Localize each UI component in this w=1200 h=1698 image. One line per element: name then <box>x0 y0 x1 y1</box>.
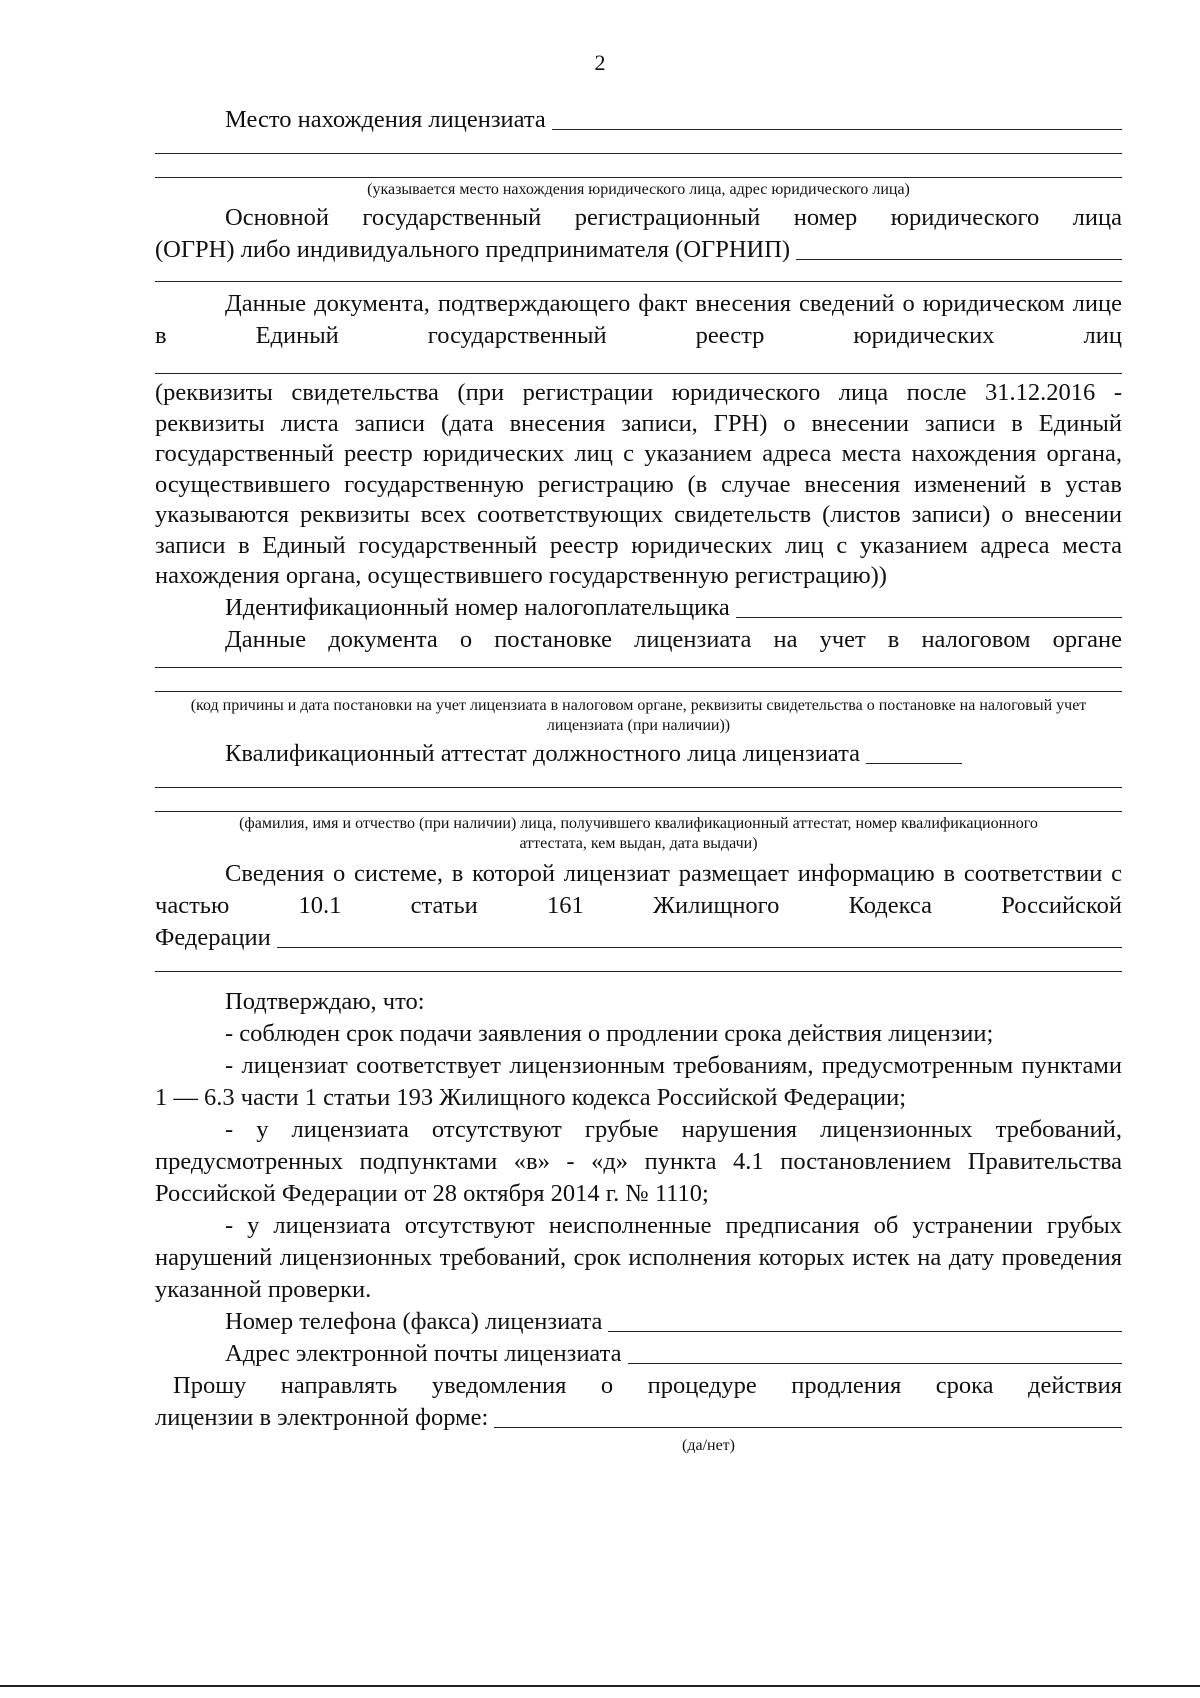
qualification-caption: (фамилия, имя и отчество (при наличии) лица, получившего квалификационный аттестат, номер квалификационного аттестата, кем выдан, дата выдачи) <box>239 814 1038 852</box>
qualification-field-line-3[interactable] <box>155 810 1122 812</box>
system-info-field-line-2[interactable] <box>155 970 1122 972</box>
inn-field[interactable] <box>736 616 1122 618</box>
inn-label: Идентификационный номер налогоплательщика <box>225 593 730 621</box>
page-number: 2 <box>594 50 606 75</box>
phone-row <box>155 1306 1122 1338</box>
confirm-item-4: - у лицензиата отсутствуют неисполненные предписания об устранении грубых нарушений лицензионных требований, срок исполнения которых истек на дату проведения указанной проверки. <box>155 1211 1122 1303</box>
location-field-line-2[interactable] <box>155 152 1122 154</box>
notify-field[interactable] <box>494 1426 1122 1428</box>
location-row <box>155 104 1122 136</box>
ogrn-row <box>155 234 1122 266</box>
system-info-row <box>155 922 1122 954</box>
ogrn-text-line1: Основной государственный регистрационный номер юридического лица <box>225 204 1122 231</box>
registry-doc-field[interactable] <box>155 372 1122 374</box>
phone-field[interactable] <box>608 1330 1122 1332</box>
confirm-item-2: - лицензиат соответствует лицензионным требованиям, предусмотренным пунктами 1 — 6.3 части 1 статьи 193 Жилищного кодекса Российской Федерации; <box>155 1051 1122 1111</box>
registry-doc-text: Данные документа, подтверждающего факт внесения сведений о юридическом лице в Единый государственный реестр юридических лиц <box>155 290 1122 349</box>
notify-row <box>155 1402 1122 1434</box>
confirm-heading: Подтверждаю, что: <box>225 987 425 1015</box>
location-label: Место нахождения лицензиата <box>225 106 546 133</box>
email-label: Адрес электронной почты лицензиата <box>225 1339 622 1367</box>
notify-line1: Прошу направлять уведомления о процедуре продления срока действия <box>173 1371 1122 1399</box>
notify-caption: (да/нет) <box>682 1436 735 1454</box>
qualification-row <box>155 738 1122 770</box>
ogrn-field-line-2[interactable] <box>155 280 1122 282</box>
qualification-field[interactable] <box>866 762 962 764</box>
application-form <box>155 104 1122 1456</box>
system-info-last-word: Федерации <box>155 923 271 951</box>
qualification-field-line-2[interactable] <box>155 786 1122 788</box>
tax-registration-field-line-2[interactable] <box>155 690 1122 692</box>
system-info-text: Сведения о системе, в которой лицензиат размещает информацию в соответствии с частью 10.1 статьи 161 Жилищного Кодекса Российской <box>155 859 1122 919</box>
location-caption: (указывается место нахождения юридического лица, адрес юридического лица) <box>367 181 910 198</box>
registry-doc-details: (реквизиты свидетельства (при регистрации юридического лица после 31.12.2016 - реквизиты листа записи (дата внесения записи, ГРН) о внесении записи в Единый государственный реестр юридических лиц с указанием адреса места нахождения органа, осуществившего государственную регистрацию (в случае внесения изменений в устав указываются реквизиты всех соответствующих свидетельств (листов записи) о внесении записи в Единый государственный реестр юридических лиц с указанием адреса места нахождения органа, осуществившего государственную регистрацию)) <box>155 379 1122 589</box>
tax-registration-label: Данные документа о постановке лицензиата на учет в налоговом органе <box>225 625 1122 653</box>
phone-label: Номер телефона (факса) лицензиата <box>225 1307 603 1335</box>
tax-registration-field-line-1[interactable] <box>155 666 1122 668</box>
email-field[interactable] <box>628 1362 1122 1364</box>
system-info-field[interactable] <box>277 946 1122 948</box>
location-field[interactable] <box>552 128 1122 130</box>
inn-row <box>155 592 1122 624</box>
confirm-item-1: - соблюден срок подачи заявления о продлении срока действия лицензии; <box>225 1019 994 1047</box>
confirm-item-3: - у лицензиата отсутствуют грубые нарушения лицензионных требований, предусмотренных подпунктами «в» - «д» пункта 4.1 постановлением Правительства Российской Федерации от 28 октября 2014 г. № 1110; <box>155 1115 1122 1207</box>
ogrn-field[interactable] <box>796 258 1122 260</box>
qualification-label: Квалификационный аттестат должностного лица лицензиата <box>225 739 860 767</box>
tax-registration-caption: (код причины и дата постановки на учет лицензиата в налоговом органе, реквизиты свидетельства о постановке на налоговый учет лицензиата (при наличии)) <box>190 696 1087 734</box>
location-field-line-3[interactable] <box>155 176 1122 178</box>
notify-label: лицензии в электронной форме: <box>155 1403 489 1431</box>
email-row <box>155 1338 1122 1370</box>
page-bottom-rule <box>0 1685 1200 1687</box>
ogrn-label: (ОГРН) либо индивидуального предпринимателя (ОГРНИП) <box>155 236 791 263</box>
